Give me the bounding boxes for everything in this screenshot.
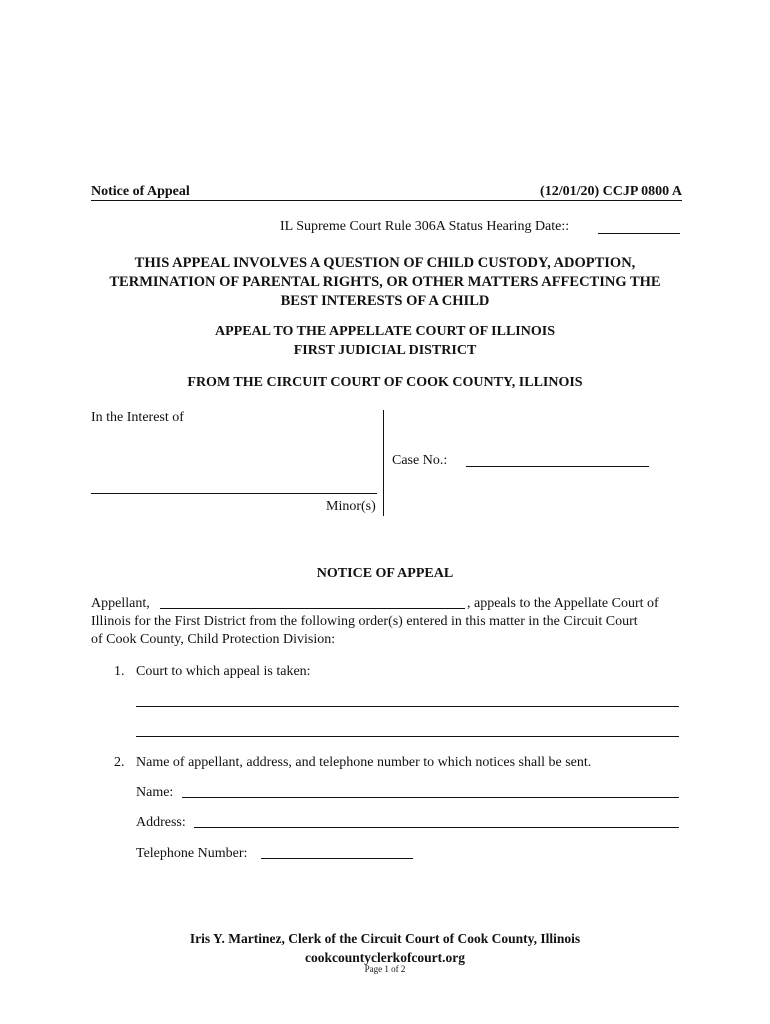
appeal-text-line-2: Illinois for the First District from the following order(s) entered in this matter in the Circuit Court	[91, 614, 638, 629]
appeal-text-line-1: , appeals to the Appellate Court of	[467, 596, 659, 611]
telephone-field[interactable]	[261, 844, 413, 859]
item-2-number: 2.	[114, 755, 125, 770]
item-1-number: 1.	[114, 664, 125, 679]
appellant-name-field[interactable]	[160, 594, 465, 609]
status-hearing-date-field[interactable]	[598, 219, 680, 234]
item-2-text: Name of appellant, address, and telephone number to which notices shall be sent.	[136, 755, 592, 770]
address-label: Address:	[136, 815, 186, 830]
minor-label: Minor(s)	[326, 499, 376, 514]
caption-divider	[383, 410, 384, 516]
clerk-website: cookcountyclerkofcourt.org	[304, 950, 466, 965]
minor-name-field[interactable]	[91, 479, 377, 494]
page-number: Page 1 of 2	[364, 964, 406, 974]
address-field[interactable]	[194, 813, 679, 828]
notice-heading: NOTICE OF APPEAL	[316, 566, 454, 581]
form-title: Notice of Appeal	[91, 184, 190, 199]
caption-line-1: THIS APPEAL INVOLVES A QUESTION OF CHILD CUSTODY, ADOPTION,	[134, 255, 636, 271]
appellate-court-line: APPEAL TO THE APPELLATE COURT OF ILLINOIS	[214, 324, 555, 339]
in-interest-label: In the Interest of	[91, 410, 184, 425]
telephone-label: Telephone Number:	[136, 846, 248, 861]
court-field-line-2[interactable]	[136, 722, 679, 737]
status-hearing-label: IL Supreme Court Rule 306A Status Hearing Date::	[280, 219, 570, 234]
caption-line-3: BEST INTERESTS OF A CHILD	[280, 293, 490, 309]
appellant-label: Appellant,	[91, 596, 150, 611]
name-label: Name:	[136, 785, 174, 800]
case-number-field[interactable]	[466, 452, 649, 467]
case-no-label: Case No.:	[392, 453, 448, 468]
appeal-text-line-3: of Cook County, Child Protection Division:	[91, 632, 336, 647]
form-code: (12/01/20) CCJP 0800 A	[540, 184, 682, 199]
item-1-text: Court to which appeal is taken:	[136, 664, 311, 679]
name-field[interactable]	[182, 783, 679, 798]
caption-line-2: TERMINATION OF PARENTAL RIGHTS, OR OTHER MATTERS AFFECTING THE	[109, 274, 661, 290]
district-line: FIRST JUDICIAL DISTRICT	[293, 343, 477, 358]
header-rule	[91, 200, 682, 201]
clerk-line: Iris Y. Martinez, Clerk of the Circuit Court of Cook County, Illinois	[189, 931, 581, 946]
court-field-line-1[interactable]	[136, 692, 679, 707]
circuit-court-line: FROM THE CIRCUIT COURT OF COOK COUNTY, ILLINOIS	[187, 375, 583, 390]
